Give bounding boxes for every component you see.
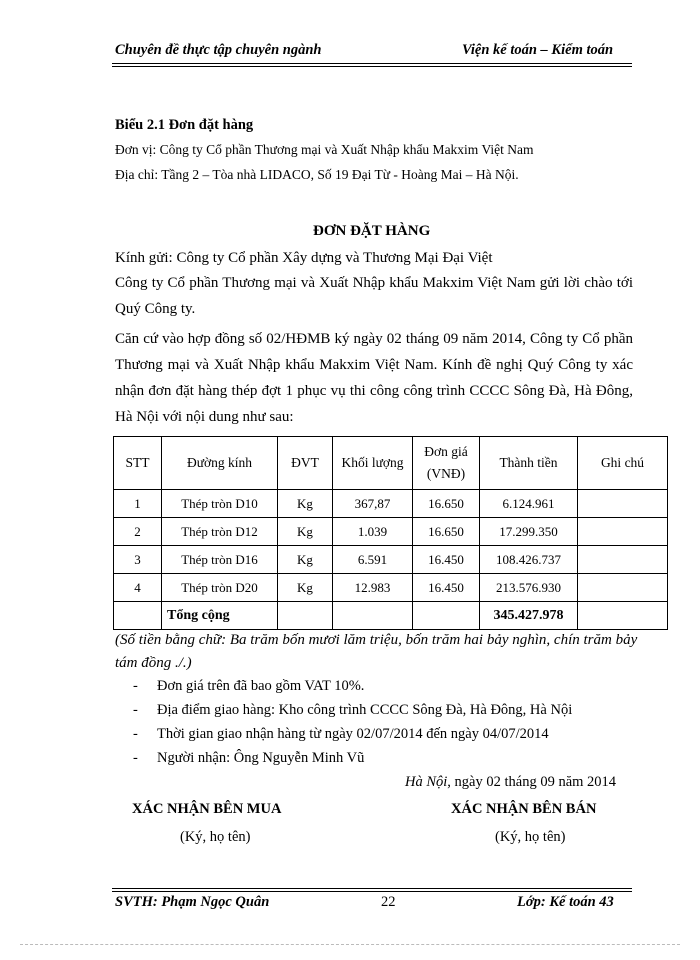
- amount-in-words: (Số tiền bằng chữ: Ba trăm bốn mươi lăm triệu, bốn trăm hai bảy nghìn, chín trăm bảy tám đồng ./.): [115, 632, 638, 671]
- list-item: [133, 726, 549, 743]
- cell-khoi-luong: 1.039: [333, 518, 413, 546]
- bullet-dash: -: [133, 702, 138, 718]
- cell-don-gia: 16.650: [413, 518, 480, 546]
- table-row: [114, 518, 668, 546]
- table-row: [114, 574, 668, 602]
- seller-sign-note: (Ký, họ tên): [495, 829, 566, 845]
- footer-student: SVTH: Phạm Ngọc Quân: [115, 894, 270, 910]
- bullet-text: Thời gian giao nhận hàng từ ngày 02/07/2014 đến ngày 04/07/2014: [157, 726, 549, 742]
- order-table: [113, 436, 668, 630]
- table-header-row: [114, 437, 668, 490]
- cell-thanh-tien: 213.576.930: [480, 574, 578, 602]
- total-value: 345.427.978: [480, 602, 578, 630]
- header-left: Chuyên đề thực tập chuyên ngành: [115, 42, 322, 58]
- document-title: ĐƠN ĐẶT HÀNG: [313, 223, 431, 239]
- cell-empty: [333, 602, 413, 630]
- col-thanh-tien: Thành tiền: [480, 437, 578, 490]
- footer-rule: [112, 888, 632, 889]
- cell-empty: [114, 602, 162, 630]
- header-right: Viện kế toán – Kiểm toán: [462, 42, 614, 58]
- header-rule-2: [112, 66, 632, 67]
- cell-empty: [278, 602, 333, 630]
- bullet-dash: -: [133, 750, 138, 766]
- table-total-row: [114, 602, 668, 630]
- cell-ghi-chu: [578, 490, 668, 518]
- col-don-gia: [413, 437, 480, 490]
- buyer-sign-note: (Ký, họ tên): [180, 829, 251, 845]
- cell-ghi-chu: [578, 546, 668, 574]
- page-break-line: [20, 944, 680, 945]
- cell-stt: 3: [114, 546, 162, 574]
- col-ghi-chu: Ghi chú: [578, 437, 668, 490]
- cell-stt: 1: [114, 490, 162, 518]
- cell-thanh-tien: 17.299.350: [480, 518, 578, 546]
- col-dvt: ĐVT: [278, 437, 333, 490]
- col-khoi-luong: Khối lượng: [333, 437, 413, 490]
- cell-duong-kinh: Thép tròn D20: [162, 574, 278, 602]
- cell-empty: [413, 602, 480, 630]
- bullet-text: Địa điểm giao hàng: Kho công trình CCCC Sông Đà, Hà Đông, Hà Nội: [157, 702, 573, 718]
- total-label: Tổng cộng: [162, 602, 278, 630]
- bullet-text: Người nhận: Ông Nguyễn Minh Vũ: [157, 750, 365, 766]
- cell-thanh-tien: 6.124.961: [480, 490, 578, 518]
- footer-rule-2: [112, 891, 632, 892]
- cell-duong-kinh: Thép tròn D16: [162, 546, 278, 574]
- company-unit: Đơn vị: Công ty Cổ phần Thương mại và Xuất Nhập khẩu Makxim Việt Nam: [115, 142, 534, 157]
- greeting-paragraph: Công ty Cổ phần Thương mại và Xuất Nhập khẩu Makxim Việt Nam gửi lời chào tới Quý Công ty.: [115, 275, 633, 317]
- list-item: [133, 678, 364, 695]
- cell-empty: [578, 602, 668, 630]
- table-row: [114, 490, 668, 518]
- cell-dvt: Kg: [278, 574, 333, 602]
- date-rest: , ngày 02 tháng 09 năm 2014: [447, 774, 617, 790]
- cell-don-gia: 16.450: [413, 574, 480, 602]
- company-address: Địa chỉ: Tầng 2 – Tòa nhà LIDACO, Số 19 Đại Từ - Hoàng Mai – Hà Nội.: [115, 167, 519, 182]
- table-row: [114, 546, 668, 574]
- figure-caption: Biểu 2.1 Đơn đặt hàng: [115, 117, 254, 133]
- bullet-text: Đơn giá trên đã bao gồm VAT 10%.: [157, 678, 365, 694]
- header-rule: [112, 63, 632, 64]
- page-number: 22: [381, 894, 396, 910]
- cell-stt: 4: [114, 574, 162, 602]
- date-place: Hà Nội: [405, 774, 448, 790]
- cell-dvt: Kg: [278, 518, 333, 546]
- intro-paragraph: Căn cứ vào hợp đồng số 02/HĐMB ký ngày 02 tháng 09 năm 2014, Công ty Cổ phần Thương mại và Xuất Nhập khẩu Makxim Việt Nam. Kính đề nghị Quý Công ty xác nhận đơn đặt hàng thép đợt 1 phục vụ thi công công trình CCCC Sông Đà, Hà Đông, Hà Nội với nội dung như sau:: [115, 331, 633, 425]
- cell-khoi-luong: 6.591: [333, 546, 413, 574]
- cell-ghi-chu: [578, 518, 668, 546]
- cell-don-gia: 16.650: [413, 490, 480, 518]
- list-item: [133, 750, 364, 767]
- col-duong-kinh: Đường kính: [162, 437, 278, 490]
- footer-class: Lớp: Kế toán 43: [517, 894, 614, 910]
- cell-khoi-luong: 12.983: [333, 574, 413, 602]
- cell-stt: 2: [114, 518, 162, 546]
- bullet-dash: -: [133, 726, 138, 742]
- buyer-confirm-title: XÁC NHẬN BÊN MUA: [132, 801, 282, 817]
- recipient-line: Kính gửi: Công ty Cổ phần Xây dựng và Thương Mại Đại Việt: [115, 250, 493, 266]
- bullet-dash: -: [133, 678, 138, 694]
- cell-don-gia: 16.450: [413, 546, 480, 574]
- col-don-gia-line1: Đơn giá: [424, 444, 468, 459]
- seller-confirm-title: XÁC NHẬN BÊN BÁN: [451, 801, 597, 817]
- col-don-gia-line2: (VNĐ): [426, 466, 466, 481]
- cell-duong-kinh: Thép tròn D12: [162, 518, 278, 546]
- cell-khoi-luong: 367,87: [333, 490, 413, 518]
- cell-dvt: Kg: [278, 490, 333, 518]
- cell-thanh-tien: 108.426.737: [480, 546, 578, 574]
- cell-dvt: Kg: [278, 546, 333, 574]
- date-line: [405, 774, 616, 791]
- cell-ghi-chu: [578, 574, 668, 602]
- list-item: [133, 702, 572, 719]
- cell-duong-kinh: Thép tròn D10: [162, 490, 278, 518]
- col-stt: STT: [114, 437, 162, 490]
